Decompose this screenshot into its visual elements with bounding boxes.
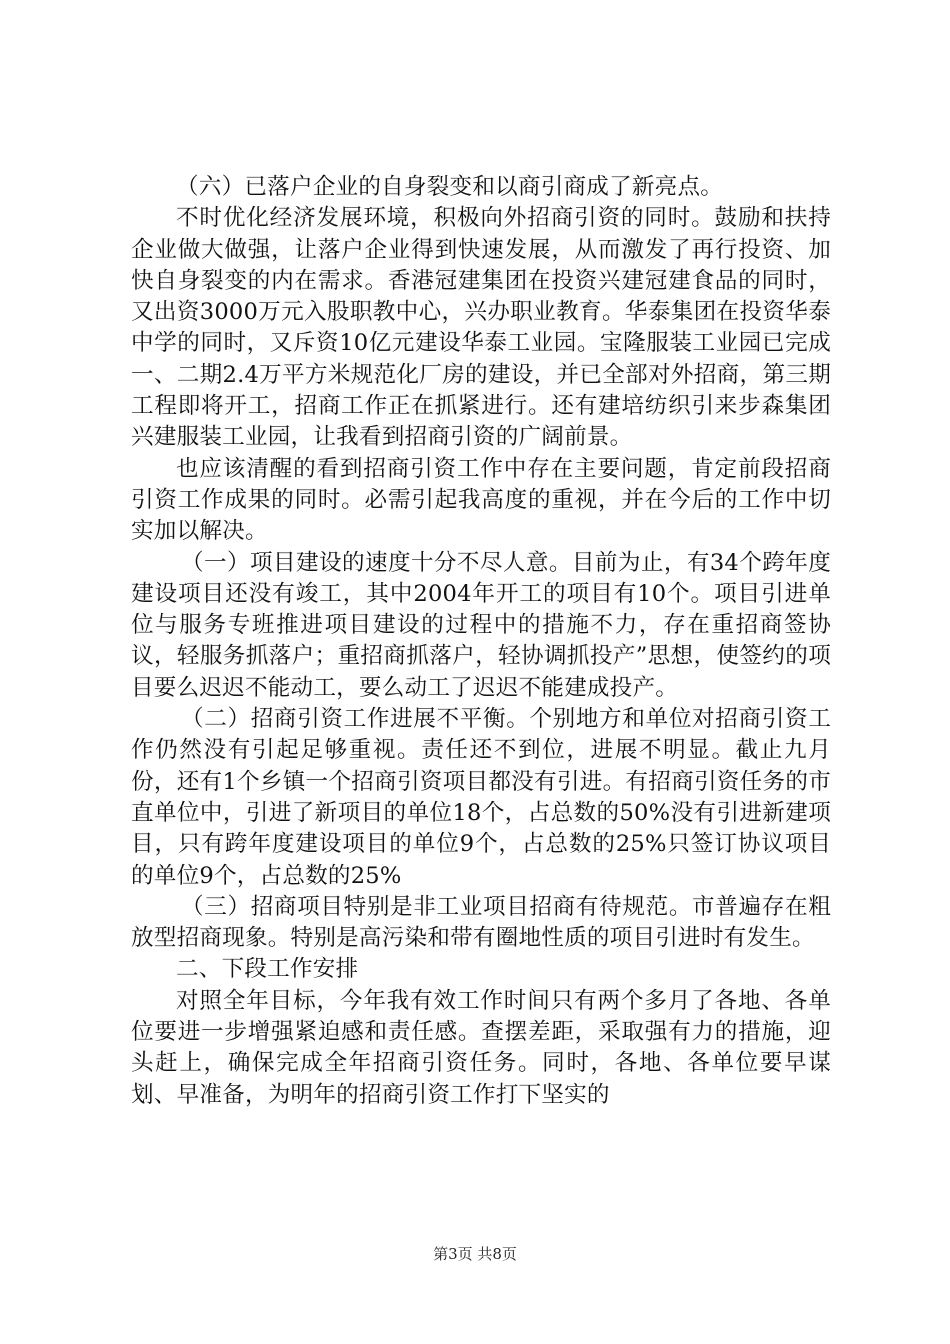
paragraph-next-plan: 对照全年目标，今年我有效工作时间只有两个多月了各地、各单位要进一步增强紧迫感和责任感。查摆差距，采取强有力的措施，迎头赶上，确保完成全年招商引资任务。同时，各地、各单位要早谋划、早准备，为明年的招商引资工作打下坚实的 xyxy=(131,987,831,1108)
paragraph-environment: 不时优化经济发展环境，积极向外招商引资的同时。鼓励和扶持企业做大做强，让落户企业得到快速发展，从而激发了再行投资、加快自身裂变的内在需求。香港冠建集团在投资兴建冠建食品的同时，又出资3000万元入股职教中心，兴办职业教育。华泰集团在投资华泰中学的同时，又斥资10亿元建设华泰工业园。宝隆服装工业园已完成一、二期2.4万平方米规范化厂房的建设，并已全部对外招商，第三期工程即将开工，招商工作正在抓紧进行。还有建培纺织引来步森集团兴建服装工业园，让我看到招商引资的广阔前景。 xyxy=(131,205,831,451)
page-number-footer: 第3页 共8页 xyxy=(433,1245,517,1263)
paragraph-section-6-heading: （六）已落户企业的自身裂变和以商引商成了新亮点。 xyxy=(176,174,724,200)
paragraph-problem-3: （三）招商项目特别是非工业项目招商有待规范。市普遍存在粗放型招商现象。特别是高污染和带有圈地性质的项目引进时有发生。 xyxy=(131,893,831,952)
paragraph-problems-intro: 也应该清醒的看到招商引资工作中存在主要问题，肯定前段招商引资工作成果的同时。必需引起我高度的重视，并在今后的工作中切实加以解决。 xyxy=(131,455,831,545)
document-body xyxy=(131,172,831,1111)
paragraph-problem-2: （二）招商引资工作进展不平衡。个别地方和单位对招商引资工作仍然没有引起足够重视。责任还不到位，进展不明显。截止九月份，还有1个乡镇一个招商引资项目都没有引进。有招商引资任务的市直单位中，引进了新项目的单位18个，占总数的50%没有引进新建项目，只有跨年度建设项目的单位9个，占总数的25%只签订协议项目的单位9个，占总数的25% xyxy=(131,706,831,889)
section-heading-next-plan: 二、下段工作安排 xyxy=(176,956,359,983)
paragraph-problem-1: （一）项目建设的速度十分不尽人意。目前为止，有34个跨年度建设项目还没有竣工，其中2004年开工的项目有10个。项目引进单位与服务专班推进项目建设的过程中的措施不力，存在重招商签协议，轻服务抓落户；重招商抓落户，轻协调抓投产”思想，使签约的项目要么迟迟不能动工，要么动工了迟迟不能建成投产。 xyxy=(131,549,831,701)
